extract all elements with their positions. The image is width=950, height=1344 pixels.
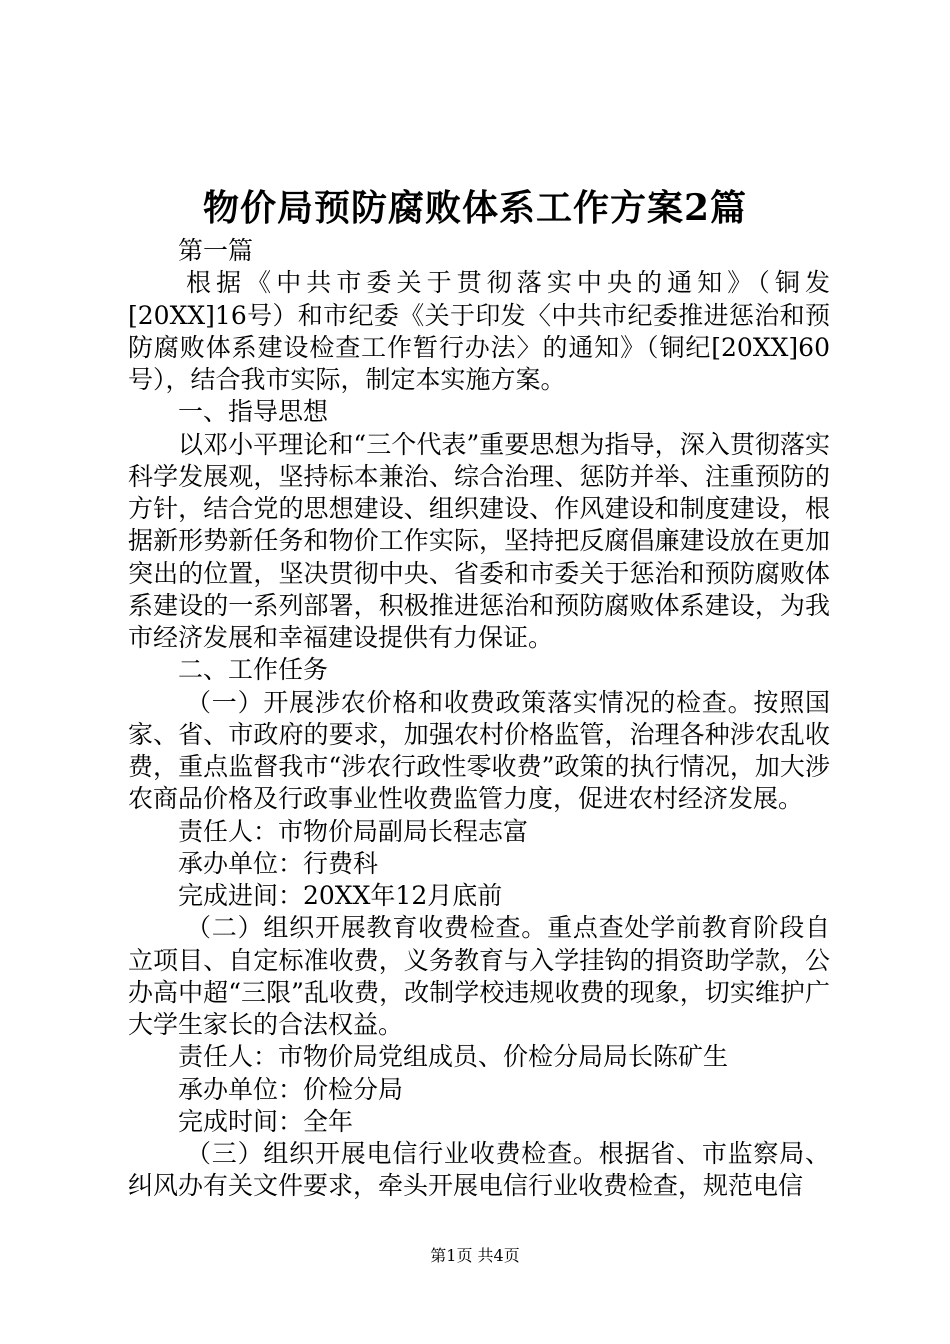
document-body xyxy=(128,235,830,1203)
paragraph: 完成进间：20XX年12月底前 xyxy=(178,881,503,910)
paragraph: 完成时间：全年 xyxy=(178,1106,354,1136)
paragraph: 以邓小平理论和“三个代表”重要思想为指导，深入贯彻落实科学发展观，坚持标本兼治、综合治理、惩防并举、注重预防的方针，结合党的思想建设、组织建设、作风建设和制度建设，根据新形势新任务和物价工作实际，坚持把反腐倡廉建设放在更加突出的位置，坚决贯彻中央、省委和市委关于惩治和预防腐败体系建设的一系列部署，积极推进惩治和预防腐败体系建设，为我市经济发展和幸福建设提供有力保证。 xyxy=(128,429,830,652)
paragraph: 承办单位：行费科 xyxy=(178,848,379,878)
section-heading: 二、工作任务 xyxy=(178,655,329,685)
section-heading: 第一篇 xyxy=(178,236,254,265)
page-footer: 第1页 共4页 xyxy=(430,1246,520,1265)
paragraph: 根据《中共市委关于贯彻落实中央的通知》（铜发[20XX]16号）和市纪委《关于印发〈中共市纪委推进惩治和预防腐败体系建设检查工作暂行办法〉的通知》（铜纪[20XX]60号），结合我市实际，制定本实施方案。 xyxy=(128,268,830,394)
paragraph: （一）开展涉农价格和收费政策落实情况的检查。按照国家、省、市政府的要求，加强农村价格监管，治理各种涉农乱收费，重点监督我市“涉农行政性零收费”政策的执行情况，加大涉农商品价格及行政事业性收费监管力度，促进农村经济发展。 xyxy=(128,687,830,814)
section-heading: 一、指导思想 xyxy=(178,397,329,427)
paragraph: 责任人：市物价局副局长程志富 xyxy=(178,816,529,846)
document-title: 物价局预防腐败体系工作方案2篇 xyxy=(202,187,748,229)
paragraph: 责任人：市物价局党组成员、价检分局局长陈矿生 xyxy=(178,1042,729,1072)
paragraph: （二）组织开展教育收费检查。重点查处学前教育阶段自立项目、自定标准收费，义务教育与入学挂钩的捐资助学款，公办高中超“三限”乱收费，改制学校违规收费的现象，切实维护广大学生家长的合法权益。 xyxy=(128,913,830,1039)
paragraph: （三）组织开展电信行业收费检查。根据省、市监察局、纠风办有关文件要求，牵头开展电信行业收费检查，规范电信 xyxy=(128,1139,830,1201)
paragraph: 承办单位：价检分局 xyxy=(178,1074,404,1104)
